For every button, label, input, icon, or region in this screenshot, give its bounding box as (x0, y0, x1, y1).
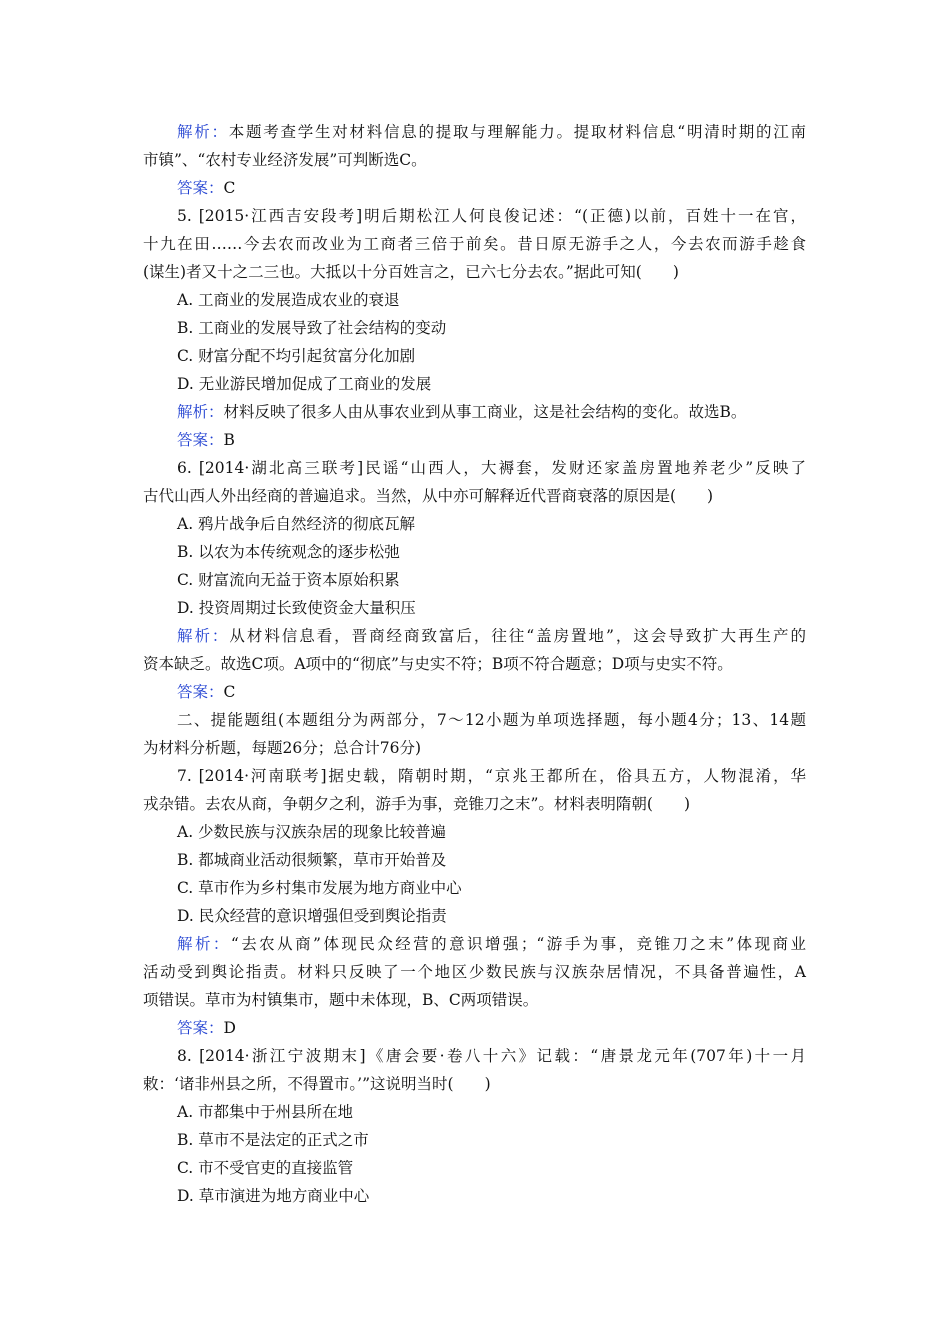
analysis-label: 解析： (177, 123, 229, 141)
analysis-7-line-1 (177, 934, 806, 954)
question-8-line-2: 敕：‘诸非州县之所，不得置市。’”这说明当时( ) (143, 1075, 491, 1093)
answer-5 (177, 430, 235, 450)
section-2-heading-line-1: 二、提能题组(本题组分为两部分，7～12小题为单项选择题，每小题4分；13、14题 (177, 711, 806, 729)
analysis-label: 解析： (177, 627, 230, 645)
answer-7 (177, 1018, 236, 1038)
text: “去农从商”体现民众经营的意识增强；“游手为事，竞锥刀之末”体现商业 (230, 935, 806, 953)
option-6-a: A. 鸦片战争后自然经济的彻底瓦解 (177, 515, 416, 533)
section-2-heading-line-2: 为材料分析题，每题26分；总合计76分) (143, 739, 421, 757)
answer-value: C (223, 179, 236, 197)
analysis-4-line-1 (177, 122, 806, 142)
option-5-b: B. 工商业的发展导致了社会结构的变动 (177, 319, 447, 337)
question-8-line-1: 8. [2014·浙江宁波期末]《唐会要·卷八十六》记载：“唐景龙元年(707年)十一月 (177, 1047, 806, 1065)
option-7-c: C. 草市作为乡村集市发展为地方商业中心 (177, 879, 462, 897)
analysis-7-line-3: 项错误。草市为村镇集市，题中未体现，B、C两项错误。 (143, 991, 539, 1009)
answer-label: 答案： (177, 431, 224, 449)
option-6-d: D. 投资周期过长致使资金大量积压 (177, 599, 416, 617)
option-6-c: C. 财富流向无益于资本原始积累 (177, 571, 400, 589)
analysis-label: 解析： (177, 935, 231, 953)
answer-value: C (223, 683, 236, 701)
option-7-d: D. 民众经营的意识增强但受到舆论指责 (177, 907, 447, 925)
option-8-a: A. 市都集中于州县所在地 (177, 1103, 354, 1121)
answer-label: 答案： (177, 179, 224, 197)
answer-4 (177, 178, 235, 198)
answer-label: 答案： (177, 1019, 224, 1037)
analysis-label: 解析： (177, 403, 224, 421)
question-5-line-2: 十九在田……今去农而改业为工商者三倍于前矣。昔日原无游手之人，今去农而游手趁食 (143, 235, 806, 253)
answer-label: 答案： (177, 683, 224, 701)
analysis-6-line-1 (177, 626, 806, 646)
option-7-a: A. 少数民族与汉族杂居的现象比较普遍 (177, 823, 447, 841)
option-8-c: C. 市不受官吏的直接监管 (177, 1159, 354, 1177)
option-8-d: D. 草市演进为地方商业中心 (177, 1187, 370, 1205)
text: 本题考查学生对材料信息的提取与理解能力。提取材料信息“明清时期的江南 (228, 123, 806, 141)
question-7-line-2: 戎杂错。去农从商，争朝夕之利，游手为事，竞锥刀之末”。材料表明隋朝( ) (143, 795, 691, 813)
option-7-b: B. 都城商业活动很频繁，草市开始普及 (177, 851, 447, 869)
option-5-c: C. 财富分配不均引起贫富分化加剧 (177, 347, 416, 365)
text: 从材料信息看，晋商经商致富后，往往“盖房置地”，这会导致扩大再生产的 (229, 627, 806, 645)
option-5-a: A. 工商业的发展造成农业的衰退 (177, 291, 400, 309)
option-5-d: D. 无业游民增加促成了工商业的发展 (177, 375, 432, 393)
question-6-line-1: 6. [2014·湖北高三联考]民谣“山西人，大褥套，发财还家盖房置地养老少”反映了 (177, 459, 806, 477)
question-5-line-1: 5. [2015·江西吉安段考]明后期松江人何良俊记述：“(正德)以前，百姓十一在官， (177, 207, 806, 225)
analysis-4-line-2: 市镇”、“农村专业经济发展”可判断选C。 (143, 151, 427, 169)
option-8-b: B. 草市不是法定的正式之市 (177, 1131, 369, 1149)
text: 材料反映了很多人由从事农业到从事工商业，这是社会结构的变化。故选B。 (223, 403, 747, 421)
option-6-b: B. 以农为本传统观念的逐步松弛 (177, 543, 400, 561)
question-7-line-1: 7. [2014·河南联考]据史载，隋朝时期，“京兆王都所在，俗具五方，人物混淆，华 (177, 767, 806, 785)
answer-value: D (223, 1019, 236, 1037)
analysis-7-line-2: 活动受到舆论指责。材料只反映了一个地区少数民族与汉族杂居情况，不具备普遍性，A (143, 963, 806, 981)
analysis-6-line-2: 资本缺乏。故选C项。A项中的“彻底”与史实不符；B项不符合题意；D项与史实不符。 (143, 655, 733, 673)
question-6-line-2: 古代山西人外出经商的普遍追求。当然，从中亦可解释近代晋商衰落的原因是( ) (143, 487, 714, 505)
question-5-line-3: (谋生)者又十之二三也。大抵以十分百姓言之，已六七分去农。”据此可知( ) (143, 263, 679, 281)
analysis-5 (177, 402, 746, 422)
answer-6 (177, 682, 235, 702)
answer-value: B (223, 431, 235, 449)
